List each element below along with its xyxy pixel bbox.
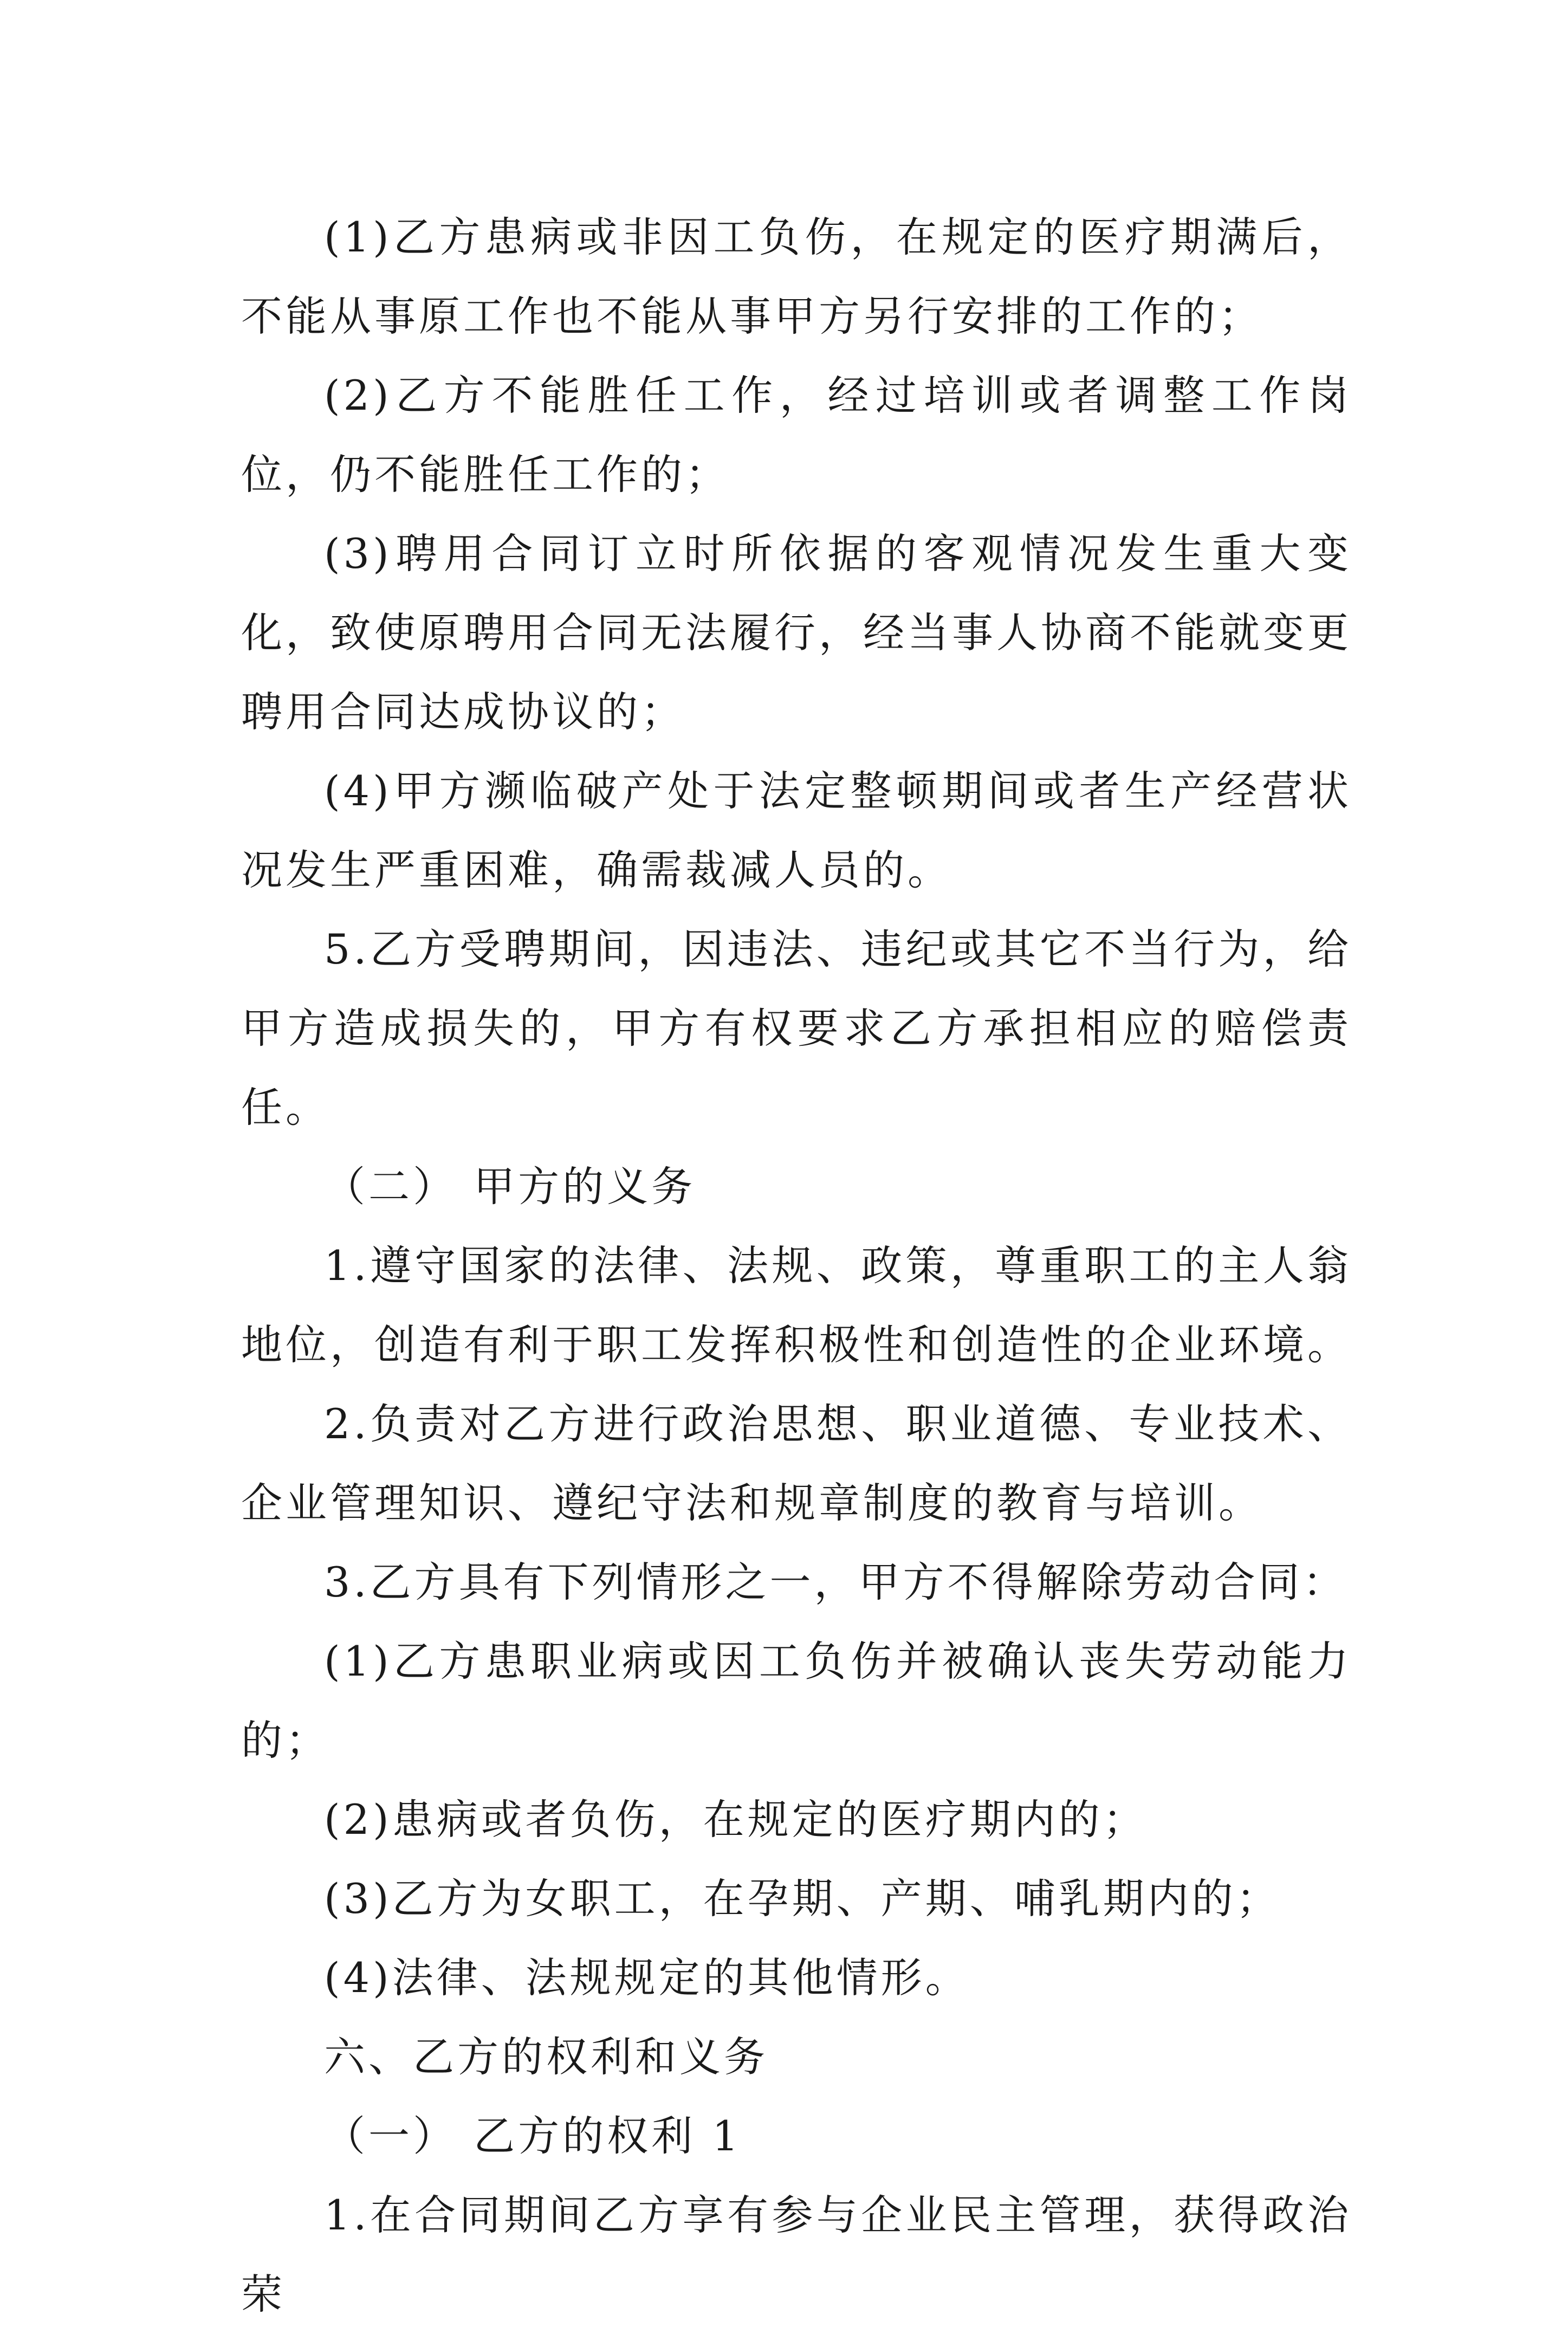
paragraph: 2.负责对乙方进行政治思想、职业道德、专业技术、企业管理知识、遵纪守法和规章制度的教育与培训。 [241,1400,1352,1527]
paragraph: 1.在合同期间乙方享有参与企业民主管理，获得政治荣 [241,2191,1352,2318]
document-body [241,198,1352,2334]
paragraph: (1)乙方患病或非因工负伤，在规定的医疗期满后，不能从事原工作也不能从事甲方另行安排的工作的； [241,213,1352,340]
section-heading: （二） 甲方的义务 [324,1162,696,1211]
paragraph: (2)乙方不能胜任工作，经过培训或者调整工作岗位，仍不能胜任工作的； [241,371,1352,499]
paragraph: (4)甲方濒临破产处于法定整顿期间或者生产经营状况发生严重困难，确需裁减人员的。 [241,767,1352,894]
paragraph: 3.乙方具有下列情形之一，甲方不得解除劳动合同： [324,1558,1347,1606]
list-item: (3)乙方为女职工，在孕期、产期、哺乳期内的； [324,1874,1281,1923]
section-heading: 六、乙方的权利和义务 [324,2033,768,2081]
paragraph: 1.遵守国家的法律、法规、政策，尊重职工的主人翁地位，创造有利于职工发挥积极性和创造性的企业环境。 [241,1242,1352,1369]
section-heading: （一） 乙方的权利 1 [324,2112,742,2160]
list-item: (1)乙方患职业病或因工负伤并被确认丧失劳动能力的； [241,1637,1352,1764]
list-item: (4)法律、法规规定的其他情形。 [324,1954,970,2002]
paragraph: 5.乙方受聘期间，因违法、违纪或其它不当行为，给甲方造成损失的，甲方有权要求乙方承担相应的赔偿责任。 [241,925,1352,1132]
list-item: (2)患病或者负伤，在规定的医疗期内的； [324,1795,1148,1844]
paragraph: (3)聘用合同订立时所依据的客观情况发生重大变化，致使原聘用合同无法履行，经当事人协商不能就变更聘用合同达成协议的； [241,529,1352,736]
